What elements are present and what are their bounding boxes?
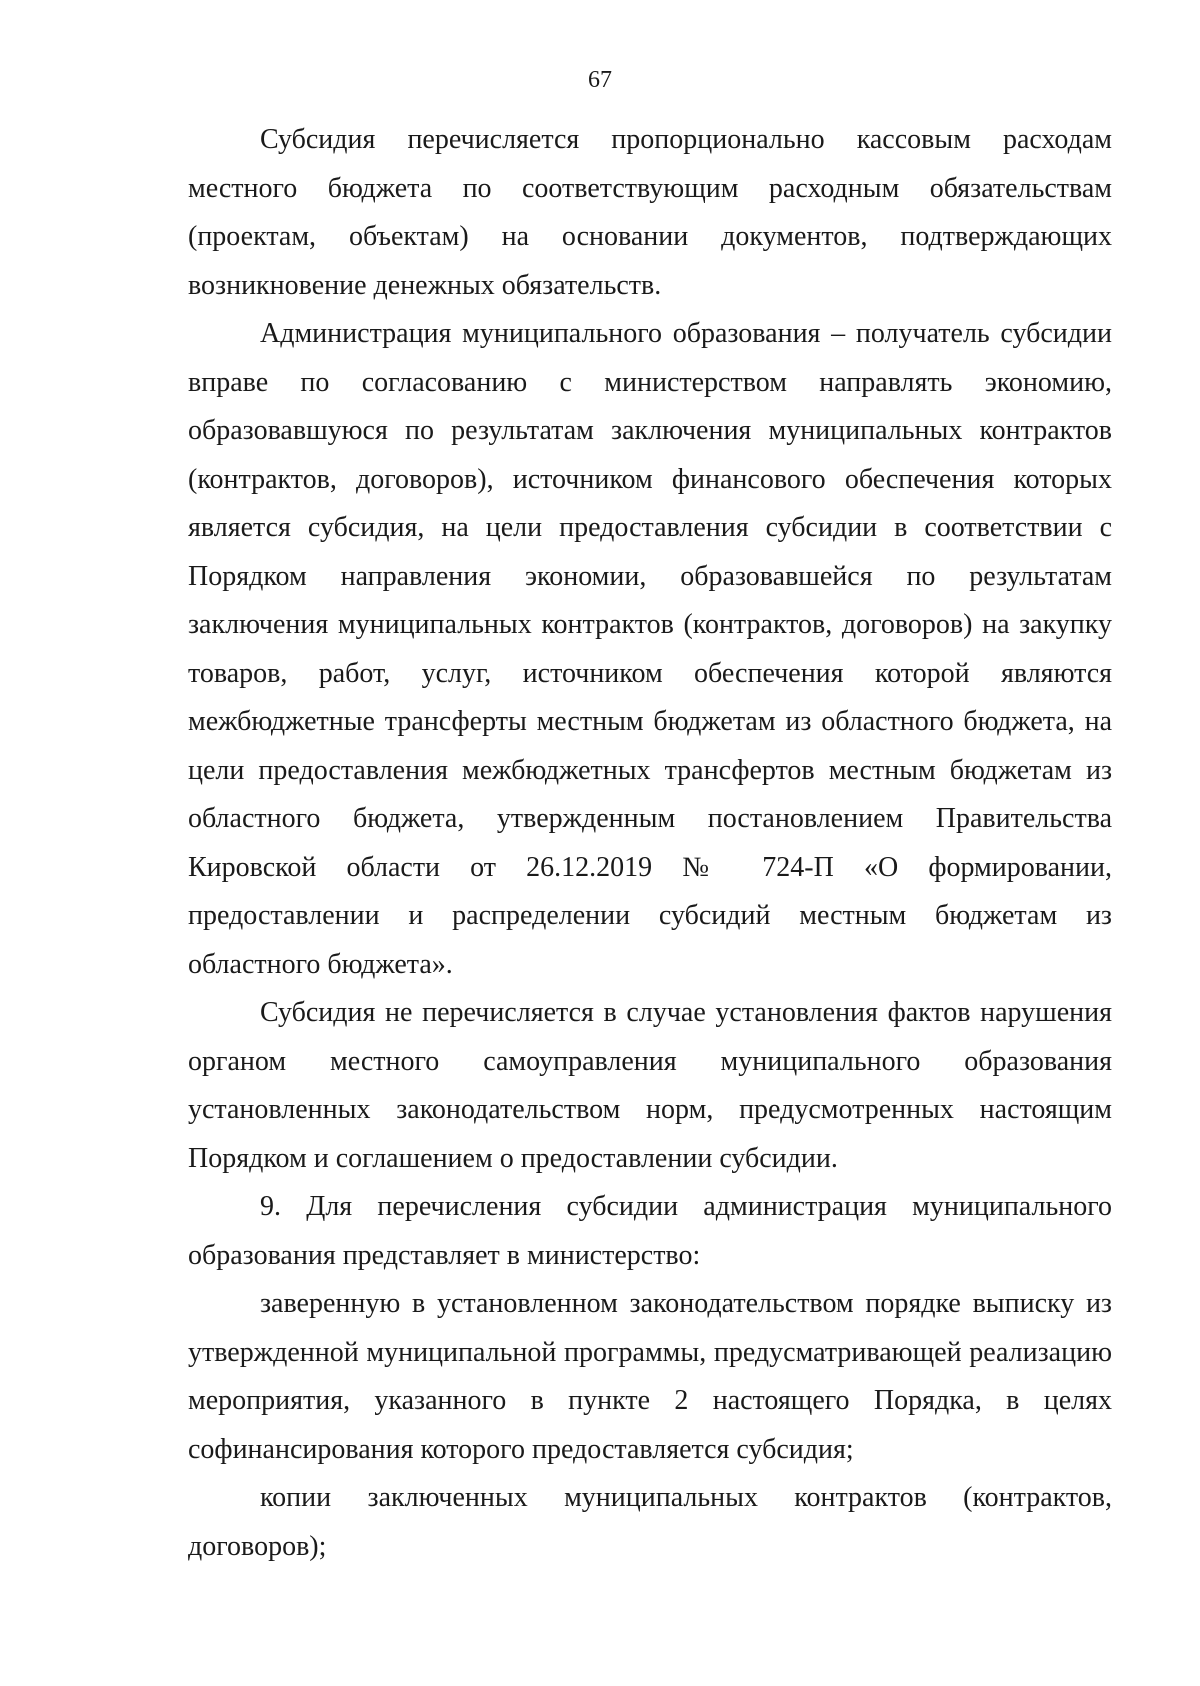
paragraph-program-extract: заверенную в установленном законодательством порядке выписку из утвержденной муниципальной программы, предусматривающей реализацию мероприятия, указанного в пункте 2 настоящего Порядка, в целях софинансирования которого предоставляется субсидия;: [188, 1288, 1112, 1465]
paragraph-subsidy-not-transferred: Субсидия не перечисляется в случае установления фактов нарушения органом местного самоуправления муниципального образования установленных законодательством норм, предусмотренных настоящим Порядком и соглашением о предоставлении субсидии.: [188, 997, 1112, 1174]
page-number: 67: [588, 67, 612, 93]
paragraph-administration-savings: Администрация муниципального образования – получатель субсидии вправе по согласованию с министерством направлять экономию, образовавшуюся по результатам заключения муниципальных контрактов (контрактов, договоров), источником финансового обеспечения которых является субсидия, на цели предоставления субсидии в соответствии с Порядком направления экономии, образовавшейся по результатам заключения муниципальных контрактов (контрактов, договоров) на закупку товаров, работ, услуг, источником обеспечения которой являются межбюджетные трансферты местным бюджетам из областного бюджета, на цели предоставления межбюджетных трансфертов местным бюджетам из областного бюджета, утвержденным постановлением Правительства Кировской области от 26.12.2019 № 724-П «О формировании, предоставлении и распределении субсидий местным бюджетам из областного бюджета».: [188, 318, 1112, 980]
paragraph-contract-copies: копии заключенных муниципальных контрактов (контрактов, договоров);: [188, 1482, 1112, 1562]
paragraph-subsidy-transfer: Субсидия перечисляется пропорционально кассовым расходам местного бюджета по соответствующим расходным обязательствам (проектам, объектам) на основании документов, подтверждающих возникновение денежных обязательств.: [188, 124, 1112, 301]
paragraph-item-9: 9. Для перечисления субсидии администрация муниципального образования представляет в министерство:: [188, 1191, 1112, 1271]
document-body: [188, 116, 1112, 1571]
